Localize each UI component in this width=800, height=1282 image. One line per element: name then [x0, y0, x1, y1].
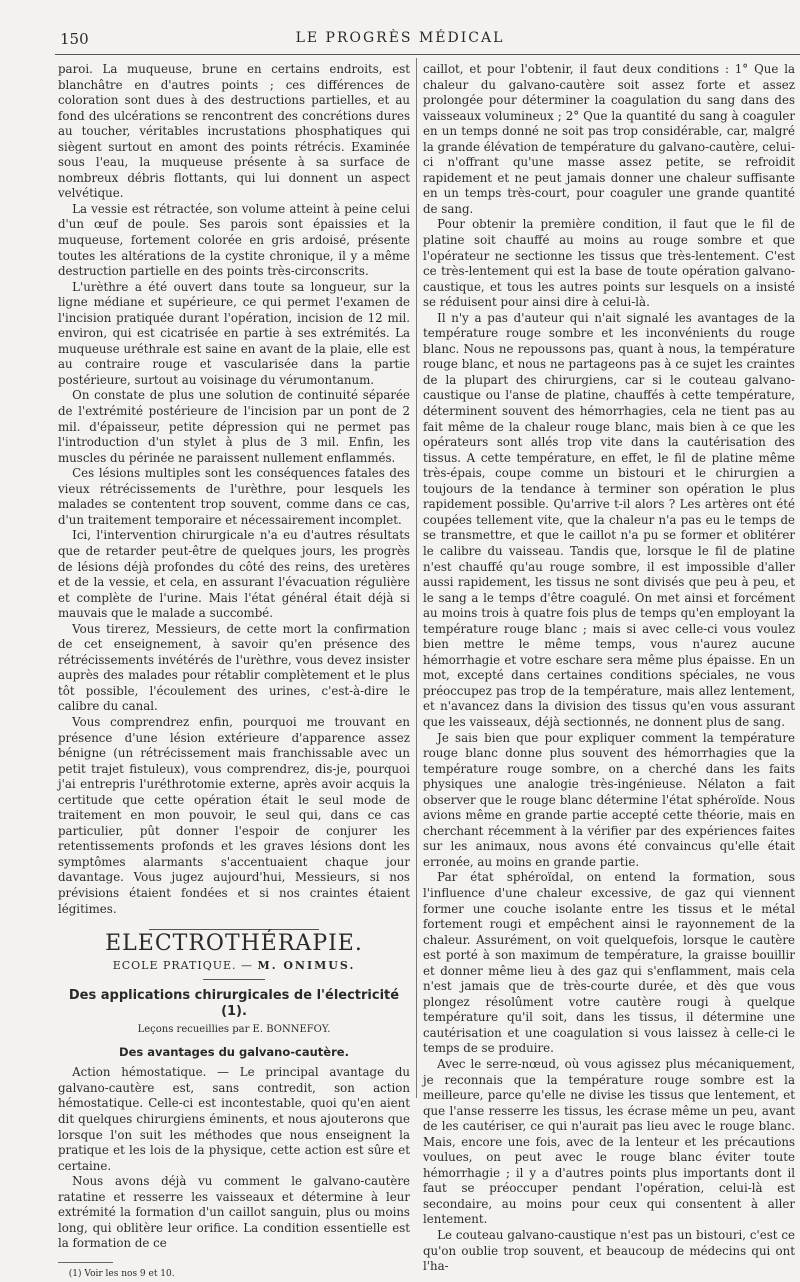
header-rule	[55, 54, 800, 55]
school-line	[58, 958, 410, 974]
school-prefix: ECOLE PRATIQUE. —	[112, 958, 254, 972]
footnote-rule	[58, 1262, 113, 1263]
paragraph: Il n'y a pas d'auteur qui n'ait signalé les avantages de la température rouge sombre et les inconvénients du rouge blanc. Nous ne repoussons pas, quant à nous, la température rouge blanc, et nous ne partageons pas à ce sujet les craintes de la plupart des chirurgiens, car si le couteau galvano-caustique ou l'anse de platine, chauffés à cette température, déterminent souvent des hémorrhagies, cela ne tient pas au fait même de la chaleur rouge blanc, mais bien à ce que les opérateurs sont allés trop vite dans la cautérisation des tissus. A cette température, en effet, le fil de platine même très-épais, coupe comme un bistouri et le chirurgien a toujours de la tendance à terminer son opération le plus rapidement possible. Qu'arrive t-il alors ? Les artères ont été coupées tellement vite, que la chaleur n'a pas eu le temps de se transmettre, et que le caillot n'a pu se former et oblitérer le calibre du vaisseau. Tandis que, lorsque le fil de platine n'est chauffé qu'au rouge sombre, il est impossible d'aller aussi rapidement, les tissus ne sont divisés que peu à peu, et le sang a le temps d'être coagulé. On met ainsi et forcément au moins trois à quatre fois plus de temps qu'en employant la température rouge blanc ; mais si avec celle-ci vous voulez bien mettre le même temps, vous n'aurez aucune hémorrhagie et votre eschare sera même plus épaisse. En un mot, excepté dans certaines conditions spéciales, ne vous préoccupez pas trop de la température, mais allez lentement, et n'avancez dans la division des tissus qu'en vous assurant que les vaisseaux, déjà sectionnés, ne donnent plus de sang.	[423, 310, 795, 729]
paragraph: Je sais bien que pour expliquer comment la température rouge blanc donne plus souvent des hémorrhagies que la température rouge sombre, on a cherché dans les faits physiques une analogie très-ingénieuse. Nélaton a fait observer que le rouge blanc détermine l'état sphéroïde. Nous avions même en grande partie accepté cette théorie, mais en cherchant récemment à la vérifier par des expériences faites sur les animaux, nous avons été convaincus qu'elle était erronée, au moins en grande partie.	[423, 730, 795, 869]
left-column	[58, 62, 410, 1282]
page-header	[0, 30, 800, 52]
section-divider	[149, 929, 319, 930]
paragraph: Pour obtenir la première condition, il faut que le fil de platine soit chauffé au moins au rouge sombre et que l'opérateur ne sectionne les tissus que très-lentement. C'est ce très-lentement qui est la base de toute opération galvano-caustique, et tous les autres points sur lesquels on a insisté se réduisent pour ainsi dire à celui-là.	[423, 217, 795, 310]
article-subtitle: Des avantages du galvano-cautère.	[119, 1044, 349, 1059]
school-author: M. ONIMUS.	[257, 958, 356, 972]
paragraph: caillot, et pour l'obtenir, il faut deux conditions : 1° Que la chaleur du galvano-cautère soit assez forte et assez prolongée pour déterminer la coagulation du sang dans des vaisseaux volumineux ; 2° Que la quantité du sang à coaguler en un temps donné ne soit pas trop considérable, car, malgré la grande élévation de température du galvano-cautère, celui-ci n'offrant qu'une masse assez petite, se refroidit rapidement et ne peut jamais donner une chaleur suffisante en un temps très-court, pour coaguler une grande quantité de sang.	[423, 62, 795, 216]
paragraph: Vous tirerez, Messieurs, de cette mort la confirmation de cet enseignement, à savoir qu'en présence des rétrécissements invétérés de l'urèthre, vous devez insister auprès des malades pour rétablir complètement et le plus tôt possible, l'écoulement des urines, c'est-à-dire le calibre du canal.	[58, 621, 410, 714]
paragraph: L'urèthre a été ouvert dans toute sa longueur, sur la ligne médiane et supérieure, ce qui permet l'examen de l'incision pratiquée durant l'opération, incision de 12 mil. environ, qui est cicatrisée en partie à ses extrémités. La muqueuse uréthrale est saine en avant de la plaie, elle est au contraire rouge et vascularisée dans la partie postérieure, surtout au voisinage du vérumontanum.	[58, 279, 410, 387]
paragraph: Nous avons déjà vu comment le galvano-cautère ratatine et resserre les vaisseaux et détermine à leur extrémité la formation d'un caillot sanguin, plus ou moins long, qui oblitère leur orifice. La condition essentielle est la formation de ce	[58, 1174, 410, 1251]
column-divider	[416, 58, 417, 1098]
footnote: (1) Voir les nos 9 et 10.	[68, 1268, 175, 1279]
paragraph: Par état sphéroïdal, on entend la formation, sous l'influence d'une chaleur excessive, de gaz qui viennent former une couche isolante entre les tissus et le métal fortement rougi et empêchent ainsi le rayonnement de la chaleur. Assurément, on voit quelquefois, lorsque le cautère est porté à son maximum de température, la graisse bouillir et donner même lieu à des gaz qui s'enflamment, mais cela n'est jamais que de très-courte durée, et dès que vous plongez résolûment votre cautère rougi à quelque température qu'il soit, dans les tissus, il détermine une cautérisation et une coagulation si vous laissez à celle-ci le temps de se produire.	[423, 870, 795, 1056]
byline: Leçons recueillies par E. BONNEFOY.	[137, 1024, 331, 1036]
paragraph: Le couteau galvano-caustique n'est pas un bistouri, c'est ce qu'on oublie trop souvent, et beaucoup de médecins qui ont l'ha-	[423, 1228, 795, 1274]
paragraph: paroi. La muqueuse, brune en certains endroits, est blanchâtre en d'autres points ; ces différences de coloration sont dues à des destructions partielles, et au fond des ulcérations se rencontrent des concrétions dures au toucher, véritables incrustations phosphatiques qui siègent surtout en amont des points rétrécis. Examinée sous l'eau, la muqueuse présente à sa surface de nombreux débris flottants, qui lui donnent un aspect velvétique.	[58, 62, 410, 201]
page-number: 150	[60, 30, 89, 48]
paragraph: Action hémostatique. — Le principal avantage du galvano-cautère est, sans contredit, son action hémostatique. Celle-ci est incontestable, quoi qu'en aient dit quelques chirurgiens éminents, et nous ajouterons que lorsque l'on suit les méthodes que nous enseignent la pratique et les lois de la physique, cette action est sûre et certaine.	[58, 1065, 410, 1173]
paragraph: Ici, l'intervention chirurgicale n'a eu d'autres résultats que de retarder peut-être de quelques jours, les progrès de lésions déjà profondes du côté des reins, des uretères et de la vessie, et cela, en assurant l'évacuation régulière et complète de l'urine. Mais l'état général était déjà si mauvais que le malade a succombé.	[58, 528, 410, 621]
paragraph: La vessie est rétractée, son volume atteint à peine celui d'un œuf de poule. Ses parois sont épaissies et la muqueuse, fortement colorée en gris ardoisé, présente toutes les altérations de la cystite chronique, il y a même destruction partielle en des points très-circonscrits.	[58, 201, 410, 279]
short-rule	[203, 979, 265, 980]
running-title: LE PROGRÈS MÉDICAL	[295, 30, 505, 46]
article-title: Des applications chirurgicales de l'électricité (1).	[68, 988, 400, 1019]
paragraph: Vous comprendrez enfin, pourquoi me trouvant en présence d'une lésion extérieure d'apparence assez bénigne (un rétrécissement mais franchissable avec un petit trajet fistuleux), vous comprendrez, dis-je, pourquoi j'ai entrepris l'uréthrotomie externe, après avoir acquis la certitude que cette opération était le seul mode de traitement en mon pouvoir, le seul qui, dans ce cas particulier, pût donner l'espoir de conjurer les retentissements profonds et les graves lésions dont les symptômes alarmants s'accentuaient chaque jour davantage. Vous jugez aujourd'hui, Messieurs, si nos prévisions étaient fondées et si nos craintes étaient légitimes.	[58, 714, 410, 916]
paragraph: Ces lésions multiples sont les conséquences fatales des vieux rétrécissements de l'urèthre, pour lesquels les malades se contentent trop souvent, comme dans ce cas, d'un traitement temporaire et nécessairement incomplet.	[58, 466, 410, 527]
right-column	[423, 62, 795, 1275]
paragraph: On constate de plus une solution de continuité séparée de l'extrémité postérieure de l'incision par un pont de 2 mil. d'épaisseur, petite dépression qui ne permet pas l'introduction d'un stylet à plus de 3 mil. Enfin, les muscles du périnée ne paraissent nullement enflammés.	[58, 388, 410, 465]
paragraph: Avec le serre-nœud, où vous agissez plus mécaniquement, je reconnais que la température rouge sombre est la meilleure, parce qu'elle ne divise les tissus que lentement, et que l'anse resserre les tissus, les écrase même un peu, avant de les cautériser, ce qui n'aurait pas lieu avec le rouge blanc. Mais, encore une fois, avec de la lenteur et les précautions voulues, on peut avec le rouge blanc éviter toute hémorrhagie ; il y a d'autres points plus importants dont il faut se préoccuper pendant l'opération, celui-là est secondaire, au moins pour ceux qui consentent à aller lentement.	[423, 1057, 795, 1227]
section-title: ELECTROTHÉRAPIE.	[105, 931, 363, 957]
